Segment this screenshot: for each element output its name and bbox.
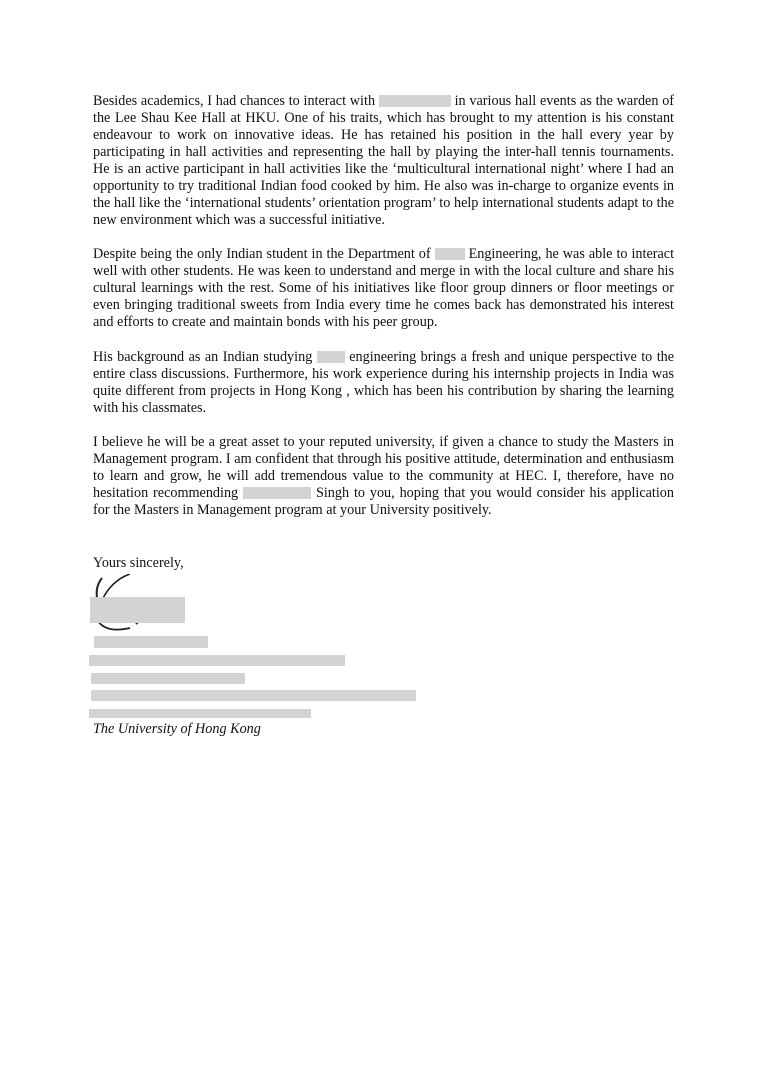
redacted-department (435, 248, 465, 260)
paragraph-text: in various hall events as the warden of the Lee Shau Kee Hall at HKU. One of his traits, which has brought to my attention is his constant endeavour to work on innovative ideas. He has retained his position in the hall every year by participating in hall activities and representing the hall by playing the inter-hall tennis tournaments. He is an active participant in hall activities like the ‘multicultural international night’ where I had an opportunity to try traditional Indian food cooked by him. He also was in-charge to organize events in the hall like the ‘international students’ orientation program’ to help international students adapt to the new environment which was a successful initiative. (93, 93, 675, 228)
paragraph-text: Besides academics, I had chances to interact with (93, 93, 376, 109)
redacted-department-line (89, 709, 311, 718)
paragraph-recommendation (93, 434, 674, 519)
paragraph-text: engineering brings a fresh and unique perspective to the entire class discussions. Furthermore, his work experience during his internship projects in India was quite different from projects in Hong Kong , which has been his contribution by sharing the learning with his classmates. (93, 349, 675, 416)
redacted-name (379, 95, 451, 107)
paragraph-text: Engineering, he was able to interact well with other students. He was keen to understand and merge in with the local culture and share his cultural learnings with the rest. Some of his initiatives like floor group dinners or floor meetings or even bringing traditional sweets from India every time he comes back has demonstrated his interest and efforts to create and maintain bonds with his peer group. (93, 246, 675, 330)
redacted-first-name (243, 487, 311, 499)
redacted-faculty (91, 673, 245, 684)
paragraph-text: Singh to you, hoping that you would consider his application for the Masters in Management program at your University positively. (93, 485, 674, 518)
paragraph-text: His background as an Indian studying (93, 349, 313, 365)
redacted-signer-title (89, 655, 345, 666)
redacted-signature-name (90, 597, 185, 623)
paragraph-text: Despite being the only Indian student in the Department of (93, 246, 431, 262)
redacted-signer-name (94, 636, 208, 648)
paragraph-background (93, 349, 674, 417)
signer-institution: The University of Hong Kong (93, 721, 261, 737)
paragraph-department (93, 246, 674, 331)
redacted-associate-head (91, 690, 416, 701)
redacted-field (317, 351, 345, 363)
closing-salutation: Yours sincerely, (93, 555, 184, 571)
paragraph-text: I believe he will be a great asset to your reputed university, if given a chance to study the Masters in Management program. I am confident that through his positive attitude, determination and enthusiasm to learn and grow, he will add tremendous value to the community at HEC. I, therefore, have no hesitation recommending (93, 434, 674, 501)
paragraph-hall-activities (93, 93, 674, 229)
